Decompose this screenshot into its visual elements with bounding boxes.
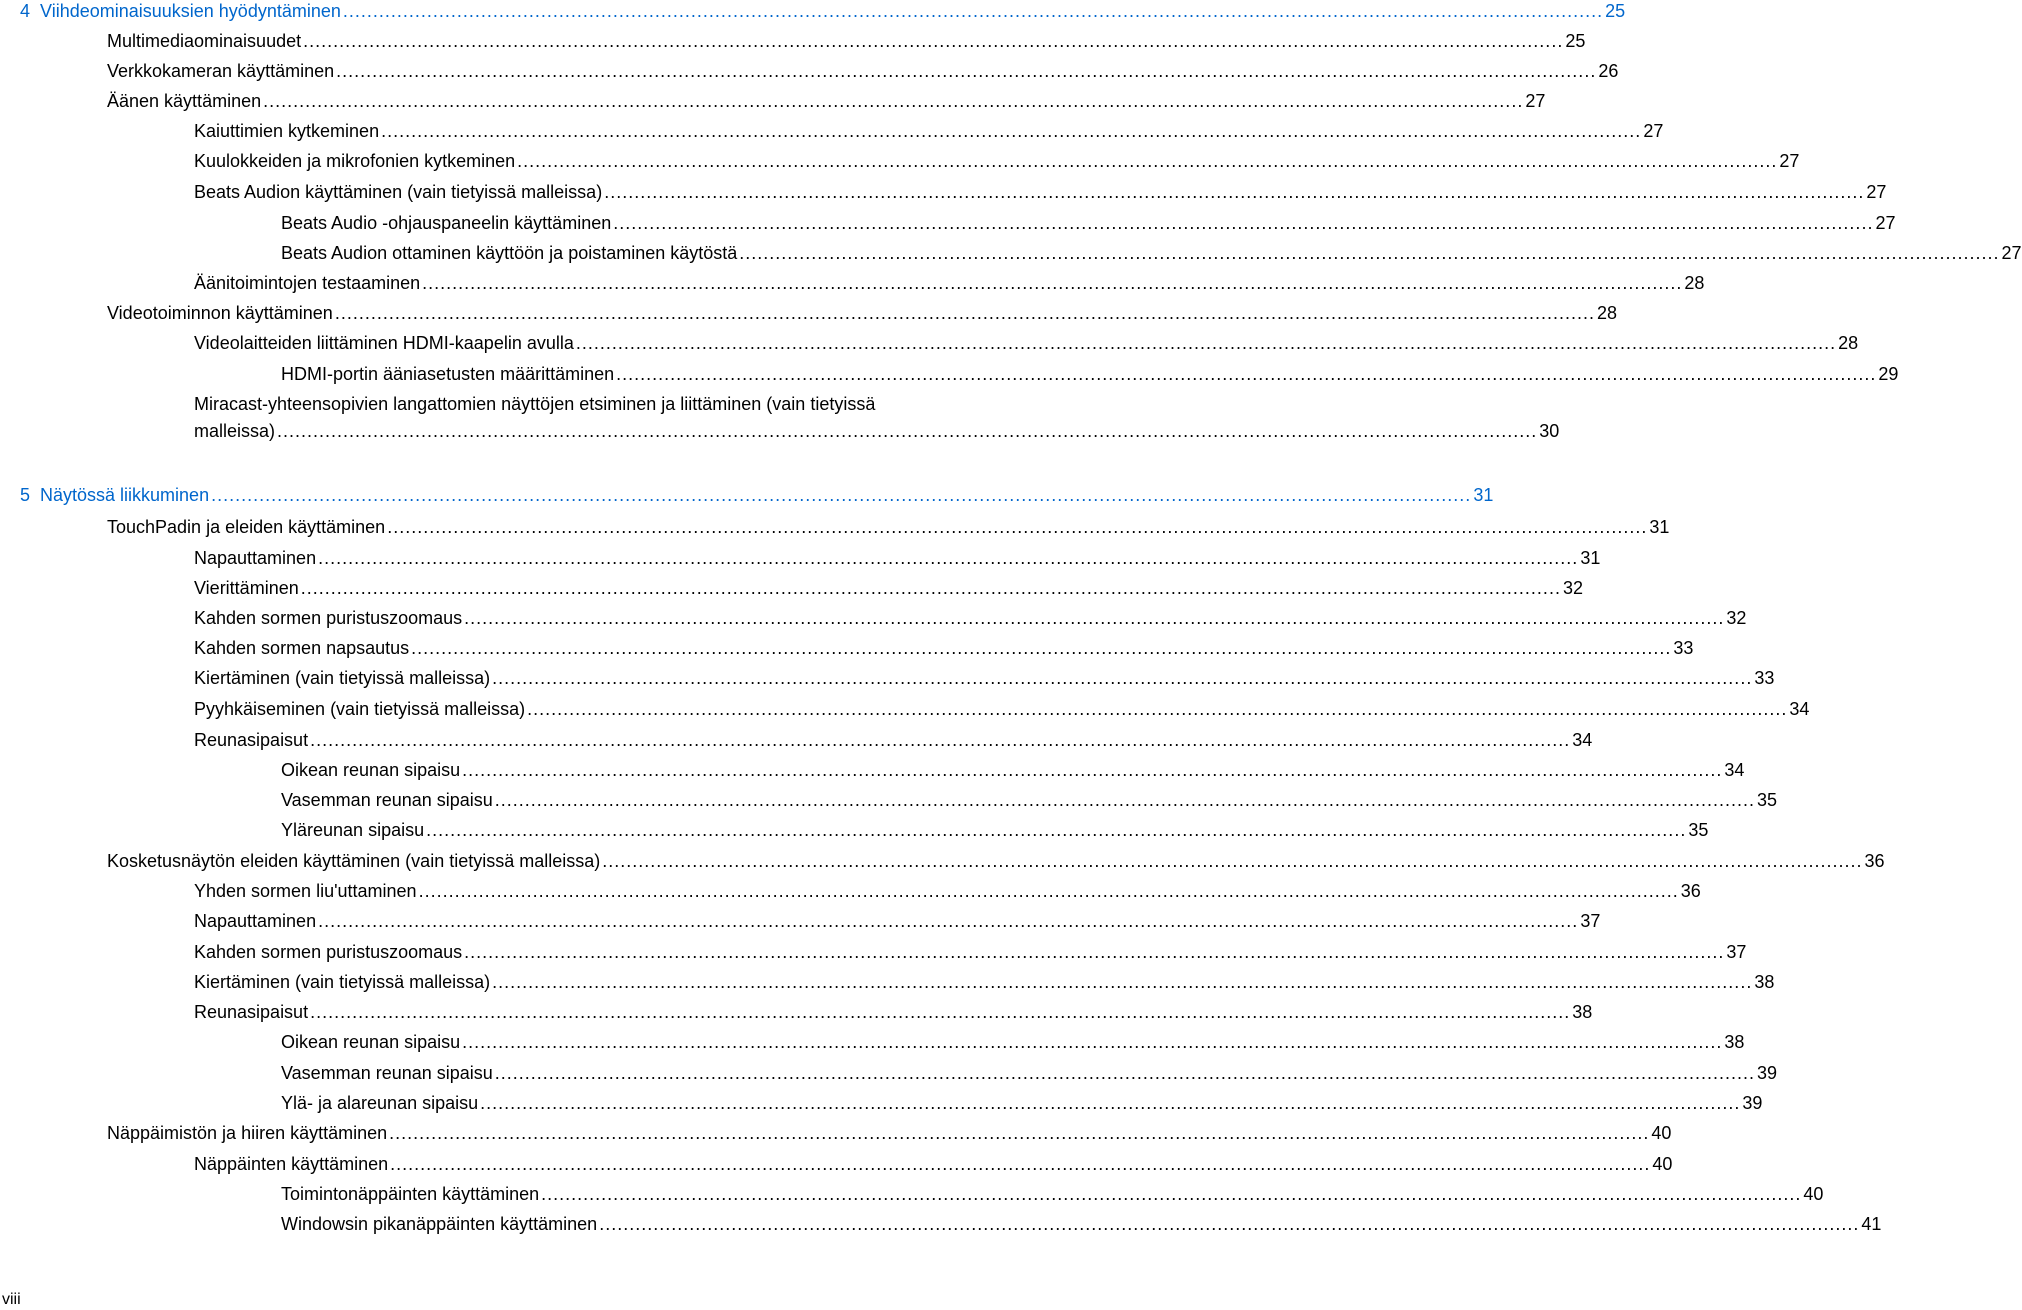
- toc-entry[interactable]: [107, 60, 1619, 82]
- toc-entry[interactable]: [107, 850, 1885, 872]
- entry-title: Videolaitteiden liittäminen HDMI-kaapelin avulla: [194, 333, 574, 353]
- page-number: 36: [1864, 851, 1885, 871]
- page-number: 31: [1649, 517, 1670, 537]
- toc-entry[interactable]: [107, 516, 1670, 538]
- chapter-number: 5: [20, 485, 31, 505]
- dot-leader: ..................................................................................................................................................................................................................: [318, 548, 1579, 568]
- toc-entry[interactable]: [194, 272, 1705, 294]
- toc-entry[interactable]: [194, 607, 1747, 629]
- page-number: 40: [1652, 1154, 1673, 1174]
- page-number: 33: [1673, 638, 1694, 658]
- toc-entry[interactable]: [194, 637, 1694, 659]
- entry-title: Näppäinten käyttäminen: [194, 1154, 389, 1174]
- entry-title: Kahden sormen puristuszoomaus: [194, 942, 463, 962]
- entry-title: Yläreunan sipaisu: [281, 820, 425, 840]
- dot-leader: ..................................................................................................................................................................................................................: [300, 578, 1561, 598]
- toc-entry[interactable]: [194, 577, 1583, 599]
- page-number: 29: [1878, 364, 1899, 384]
- page-number: 30: [1539, 421, 1560, 441]
- toc-entry[interactable]: [194, 181, 1887, 203]
- page-footer-number: viii: [2, 1291, 21, 1308]
- page-number: 38: [1572, 1002, 1593, 1022]
- toc-entry[interactable]: [107, 1122, 1672, 1144]
- page-number: 27: [2001, 243, 2022, 263]
- dot-leader: ..................................................................................................................................................................................................................: [462, 1032, 1723, 1052]
- page-number: 27: [1643, 121, 1664, 141]
- dot-leader: ..................................................................................................................................................................................................................: [336, 61, 1597, 81]
- entry-title: Beats Audion käyttäminen (vain tietyissä malleissa): [194, 182, 603, 202]
- page-number: 32: [1562, 578, 1583, 598]
- dot-leader: ..................................................................................................................................................................................................................: [334, 303, 1596, 323]
- entry-title: Reunasipaisut: [194, 730, 309, 750]
- dot-leader: ..................................................................................................................................................................................................................: [575, 333, 1837, 353]
- dot-leader: ..................................................................................................................................................................................................................: [426, 820, 1687, 840]
- page-number: 40: [1651, 1123, 1672, 1143]
- entry-title: Vasemman reunan sipaisu: [281, 790, 493, 810]
- entry-title: Kiertäminen (vain tietyissä malleissa): [194, 668, 491, 688]
- entry-title: Napauttaminen: [194, 548, 317, 568]
- entry-title: Beats Audio -ohjauspaneelin käyttäminen: [281, 213, 612, 233]
- entry-title: Näppäimistön ja hiiren käyttäminen: [107, 1123, 388, 1143]
- entry-title: Videotoiminnon käyttäminen: [107, 303, 333, 323]
- page-number: 33: [1754, 668, 1775, 688]
- dot-leader: ..................................................................................................................................................................................................................: [387, 517, 1648, 537]
- entry-title: Kosketusnäytön eleiden käyttäminen (vain tietyissä malleissa): [107, 851, 601, 871]
- dot-leader: ..................................................................................................................................................................................................................: [464, 608, 1725, 628]
- dot-leader: ..................................................................................................................................................................................................................: [739, 243, 2000, 263]
- dot-leader: ..................................................................................................................................................................................................................: [494, 1063, 1755, 1083]
- entry-title: Kahden sormen napsautus: [194, 638, 410, 658]
- dot-leader: ..................................................................................................................................................................................................................: [599, 1214, 1860, 1234]
- toc-entry[interactable]: [281, 1062, 1778, 1084]
- entry-title: Vasemman reunan sipaisu: [281, 1063, 493, 1083]
- page-number: 31: [1473, 485, 1494, 505]
- page-number: 27: [1866, 182, 1887, 202]
- dot-leader: ..................................................................................................................................................................................................................: [541, 1184, 1802, 1204]
- entry-title: Yhden sormen liu'uttaminen: [194, 881, 417, 901]
- page-number: 39: [1742, 1093, 1763, 1113]
- page-number: 34: [1789, 699, 1810, 719]
- entry-title: Napauttaminen: [194, 911, 317, 931]
- page-number: 25: [1605, 1, 1626, 21]
- toc-entry[interactable]: [281, 242, 2022, 264]
- entry-title: Ylä- ja alareunan sipaisu: [281, 1093, 479, 1113]
- dot-leader: ..................................................................................................................................................................................................................: [303, 31, 1564, 51]
- page-number: 37: [1726, 942, 1747, 962]
- dot-leader: ..................................................................................................................................................................................................................: [492, 668, 1753, 688]
- entry-title: Oikean reunan sipaisu: [281, 1032, 461, 1052]
- dot-leader: ..................................................................................................................................................................................................................: [527, 699, 1788, 719]
- page-number: 28: [1838, 333, 1859, 353]
- entry-title: Kiertäminen (vain tietyissä malleissa): [194, 972, 491, 992]
- toc-entry[interactable]: [281, 363, 1899, 385]
- page-number: 36: [1680, 881, 1701, 901]
- page-number: 40: [1803, 1184, 1824, 1204]
- page-number: 28: [1597, 303, 1618, 323]
- toc-entry[interactable]: [281, 789, 1778, 811]
- toc-entry[interactable]: [194, 120, 1664, 142]
- page-number: 37: [1580, 911, 1601, 931]
- dot-leader: ..................................................................................................................................................................................................................: [422, 273, 1683, 293]
- page-number: 34: [1724, 760, 1745, 780]
- entry-title: Pyyhkäiseminen (vain tietyissä malleissa): [194, 699, 526, 719]
- dot-leader: ..................................................................................................................................................................................................................: [342, 1, 1604, 21]
- dot-leader: ..................................................................................................................................................................................................................: [602, 851, 1863, 871]
- dot-leader: ..................................................................................................................................................................................................................: [462, 760, 1723, 780]
- page-number: 28: [1684, 273, 1705, 293]
- dot-leader: ..................................................................................................................................................................................................................: [494, 790, 1755, 810]
- entry-title: Äänen käyttäminen: [107, 91, 262, 111]
- entry-title: HDMI-portin ääniasetusten määrittäminen: [281, 364, 615, 384]
- toc-entry[interactable]: [194, 1153, 1673, 1175]
- page-number: 34: [1572, 730, 1593, 750]
- page-number: 41: [1861, 1214, 1882, 1234]
- page-number: 31: [1580, 548, 1601, 568]
- toc-entry[interactable]: [194, 547, 1601, 569]
- toc-entry-line1[interactable]: Miracast-yhteensopivien langattomien näyttöjen etsiminen ja liittäminen (vain tietyissä: [194, 394, 876, 414]
- dot-leader: ..................................................................................................................................................................................................................: [464, 942, 1725, 962]
- toc-entry[interactable]: [194, 698, 1810, 720]
- page-number: 25: [1565, 31, 1586, 51]
- entry-title: Beats Audion ottaminen käyttöön ja poistaminen käytöstä: [281, 243, 738, 263]
- dot-leader: ..................................................................................................................................................................................................................: [390, 1154, 1651, 1174]
- dot-leader: ..................................................................................................................................................................................................................: [277, 421, 1538, 441]
- page-number: 26: [1598, 61, 1619, 81]
- entry-title: malleissa): [194, 421, 276, 441]
- dot-leader: ..................................................................................................................................................................................................................: [389, 1123, 1650, 1143]
- dot-leader: ..................................................................................................................................................................................................................: [211, 485, 1472, 505]
- dot-leader: ..................................................................................................................................................................................................................: [616, 364, 1877, 384]
- dot-leader: ..................................................................................................................................................................................................................: [613, 213, 1874, 233]
- entry-title: Kahden sormen puristuszoomaus: [194, 608, 463, 628]
- page-number: 35: [1757, 790, 1778, 810]
- entry-title: Toimintonäppäinten käyttäminen: [281, 1184, 540, 1204]
- entry-title: Vierittäminen: [194, 578, 299, 598]
- toc-entry[interactable]: [281, 1213, 1882, 1235]
- entry-title: Kuulokkeiden ja mikrofonien kytkeminen: [194, 151, 516, 171]
- page-number: 39: [1757, 1063, 1778, 1083]
- dot-leader: ..................................................................................................................................................................................................................: [604, 182, 1865, 202]
- page-number: 38: [1754, 972, 1775, 992]
- dot-leader: ..................................................................................................................................................................................................................: [310, 1002, 1571, 1022]
- toc-entry[interactable]: [281, 819, 1709, 841]
- toc-entry[interactable]: [281, 1183, 1824, 1205]
- page-number: 27: [1779, 151, 1800, 171]
- toc-chapter-4[interactable]: [20, 0, 1626, 22]
- dot-leader: ..................................................................................................................................................................................................................: [411, 638, 1672, 658]
- page-number: 38: [1724, 1032, 1745, 1052]
- entry-title: Windowsin pikanäppäinten käyttäminen: [281, 1214, 598, 1234]
- entry-title: Kaiuttimien kytkeminen: [194, 121, 380, 141]
- entry-title: Oikean reunan sipaisu: [281, 760, 461, 780]
- page-number: 35: [1688, 820, 1709, 840]
- toc-entry[interactable]: [194, 667, 1775, 689]
- toc-entry[interactable]: [107, 302, 1618, 324]
- chapter-title: Näytössä liikkuminen: [40, 485, 210, 505]
- toc-entry[interactable]: [194, 150, 1800, 172]
- toc-entry[interactable]: [281, 1031, 1745, 1053]
- entry-title: Reunasipaisut: [194, 1002, 309, 1022]
- chapter-title: Viihdeominaisuuksien hyödyntäminen: [40, 1, 341, 21]
- entry-title: Äänitoimintojen testaaminen: [194, 273, 421, 293]
- dot-leader: ..................................................................................................................................................................................................................: [263, 91, 1524, 111]
- toc-entry[interactable]: [194, 941, 1747, 963]
- toc-entry[interactable]: [281, 1092, 1763, 1114]
- dot-leader: ..................................................................................................................................................................................................................: [310, 730, 1571, 750]
- entry-title: Multimediaominaisuudet: [107, 31, 302, 51]
- toc-entry[interactable]: [194, 332, 1859, 354]
- toc-entry[interactable]: [107, 90, 1546, 112]
- dot-leader: ..................................................................................................................................................................................................................: [480, 1093, 1741, 1113]
- toc-entry[interactable]: [194, 880, 1701, 902]
- page-number: 32: [1726, 608, 1747, 628]
- toc-entry[interactable]: [194, 729, 1593, 751]
- dot-leader: ..................................................................................................................................................................................................................: [517, 151, 1778, 171]
- page-number: 27: [1875, 213, 1896, 233]
- dot-leader: ..................................................................................................................................................................................................................: [418, 881, 1679, 901]
- toc-entry[interactable]: [194, 1001, 1593, 1023]
- toc-entry[interactable]: [107, 30, 1586, 52]
- dot-leader: ..................................................................................................................................................................................................................: [318, 911, 1579, 931]
- toc-entry[interactable]: [281, 759, 1745, 781]
- entry-title: TouchPadin ja eleiden käyttäminen: [107, 517, 386, 537]
- chapter-number: 4: [20, 1, 31, 21]
- toc-entry[interactable]: [281, 212, 1896, 234]
- page-number: 27: [1525, 91, 1546, 111]
- dot-leader: ..................................................................................................................................................................................................................: [492, 972, 1753, 992]
- toc-entry[interactable]: [194, 420, 1560, 442]
- toc-entry[interactable]: [194, 971, 1775, 993]
- dot-leader: ..................................................................................................................................................................................................................: [381, 121, 1642, 141]
- toc-entry[interactable]: [194, 910, 1601, 932]
- entry-title: Verkkokameran käyttäminen: [107, 61, 335, 81]
- toc-chapter-5[interactable]: [20, 484, 1494, 506]
